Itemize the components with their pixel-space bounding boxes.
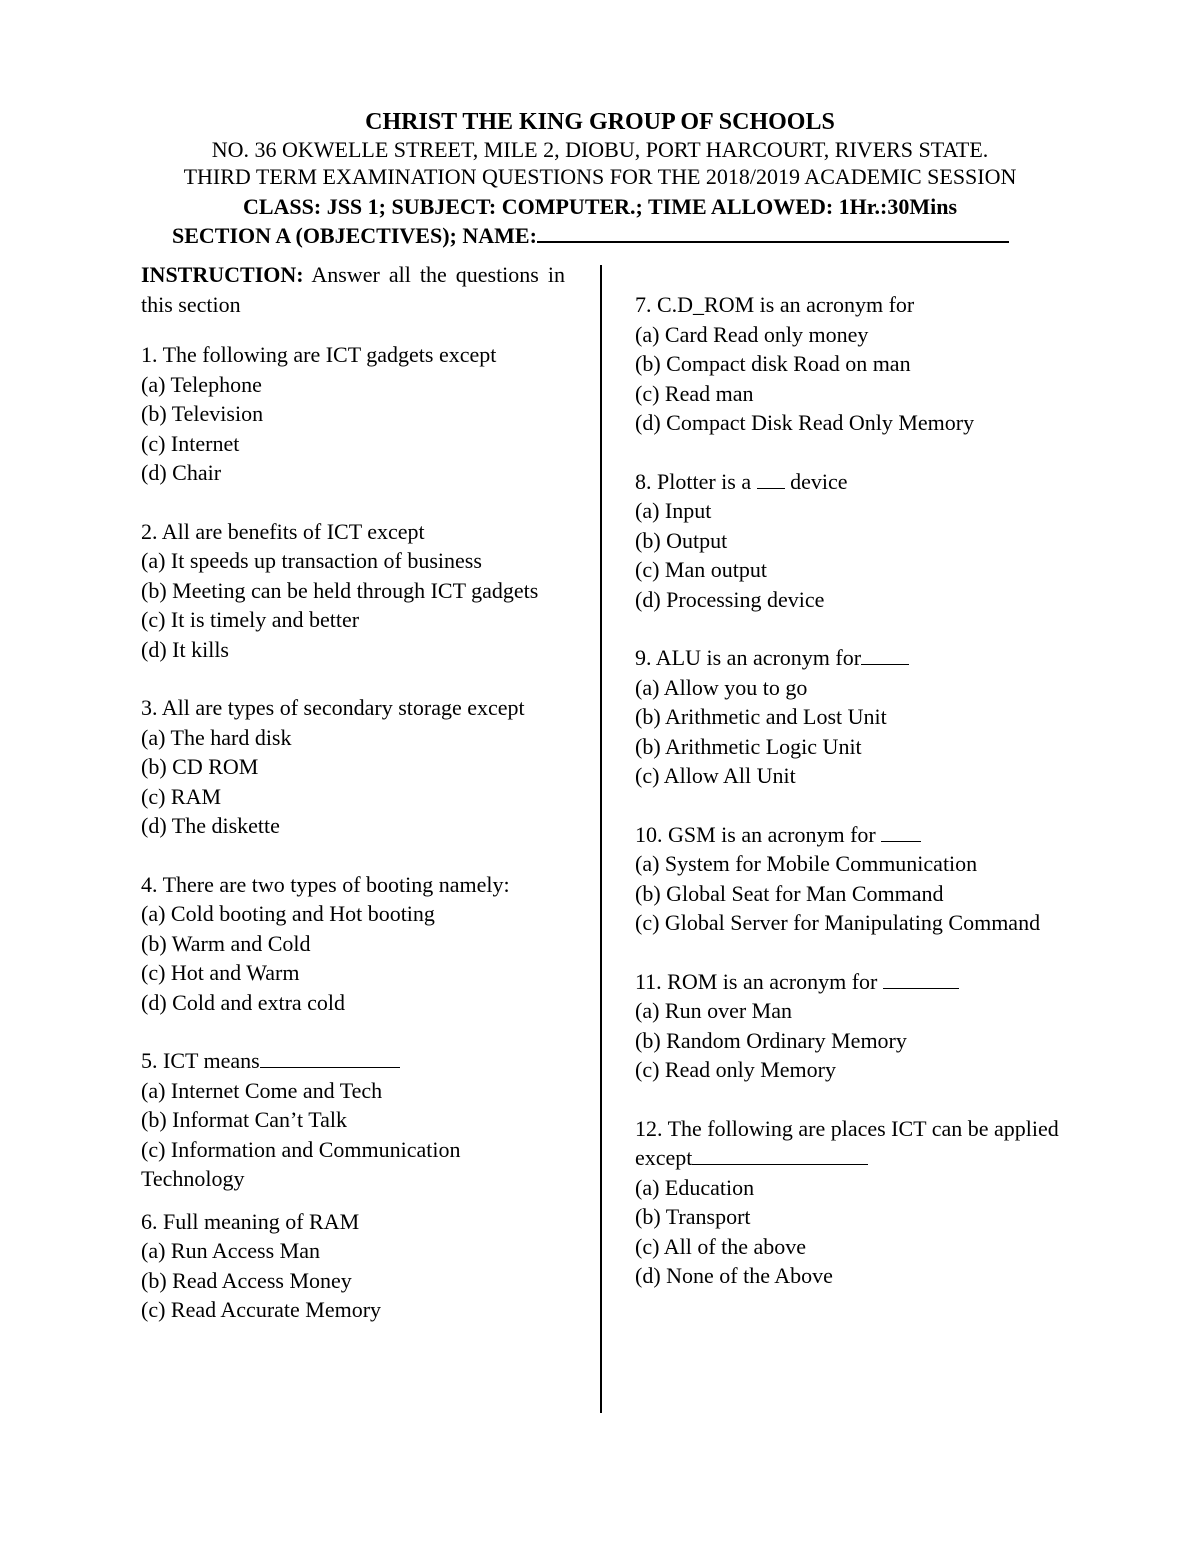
option: (b) Informat Can’t Talk bbox=[141, 1107, 347, 1132]
option: (a) Education bbox=[635, 1174, 755, 1200]
question-stem-text: 12. The following are places ICT can be applied except bbox=[635, 1115, 1059, 1170]
option: (b) Television bbox=[141, 401, 264, 426]
option: (a) It speeds up transaction of business bbox=[141, 548, 482, 573]
option: (c) Read Accurate Memory bbox=[141, 1297, 382, 1322]
instruction bbox=[141, 260, 565, 319]
option: (c) Global Server for Manipulating Command bbox=[635, 910, 1041, 935]
option: (d) Processing device bbox=[635, 586, 825, 612]
left-column bbox=[141, 260, 565, 1354]
question-7 bbox=[635, 290, 1065, 438]
option: (c) Read only Memory bbox=[635, 1057, 836, 1082]
class-subject-time: CLASS: JSS 1; SUBJECT: COMPUTER.; TIME ALLOWED: 1Hr.:30Mins bbox=[242, 194, 958, 219]
name-blank[interactable] bbox=[537, 219, 1009, 243]
option: (b) Read Access Money bbox=[141, 1267, 352, 1293]
question-2 bbox=[141, 517, 565, 665]
option: (b) Global Seat for Man Command bbox=[635, 880, 944, 906]
question-stem bbox=[635, 1114, 1065, 1173]
option: (d) None of the Above bbox=[635, 1263, 833, 1288]
option: (a) Input bbox=[635, 498, 712, 523]
option: (b) Arithmetic Logic Unit bbox=[635, 733, 862, 759]
answer-blank bbox=[260, 1049, 400, 1068]
answer-blank bbox=[861, 646, 909, 665]
question-8 bbox=[635, 467, 1065, 615]
question-6 bbox=[141, 1207, 565, 1325]
option: (c) Read man bbox=[635, 380, 754, 406]
option: (c) Internet bbox=[141, 430, 240, 456]
option: (d) Compact Disk Read Only Memory bbox=[635, 410, 975, 435]
option: (b) Warm and Cold bbox=[141, 930, 311, 956]
question-stem-text: 5. ICT means bbox=[141, 1048, 260, 1073]
question-stem bbox=[635, 967, 1065, 997]
option: (d) The diskette bbox=[141, 813, 280, 838]
instruction-label: INSTRUCTION: bbox=[141, 262, 304, 287]
question-stem bbox=[635, 467, 1065, 497]
option: (d) It kills bbox=[141, 636, 229, 662]
question-1 bbox=[141, 340, 565, 488]
option: (a) Internet Come and Tech bbox=[141, 1077, 383, 1103]
option: (d) Chair bbox=[141, 460, 222, 485]
option: (c) Hot and Warm bbox=[141, 960, 300, 985]
answer-blank bbox=[757, 470, 785, 489]
question-12 bbox=[635, 1114, 1065, 1291]
question-stem-text: 10. GSM is an acronym for bbox=[635, 821, 876, 847]
question-stem-text: device bbox=[790, 468, 848, 494]
instruction-text: Answer all the questions in this section bbox=[141, 262, 565, 317]
option: (b) Transport bbox=[635, 1204, 751, 1229]
question-stem: 1. The following are ICT gadgets except bbox=[141, 342, 497, 367]
option: (a) System for Mobile Communication bbox=[635, 851, 978, 876]
question-3 bbox=[141, 693, 565, 841]
option: (a) Run over Man bbox=[635, 998, 793, 1023]
school-address: NO. 36 OKWELLE STREET, MILE 2, DIOBU, PORT HARCOURT, RIVERS STATE. bbox=[211, 137, 989, 162]
option: (d) Cold and extra cold bbox=[141, 989, 346, 1015]
option: (c) All of the above bbox=[635, 1233, 807, 1259]
option: (a) Cold booting and Hot booting bbox=[141, 901, 435, 926]
option: (b) Output bbox=[635, 527, 728, 553]
option: (c) Man output bbox=[635, 557, 767, 582]
question-stem-text: 8. Plotter is a bbox=[635, 468, 752, 494]
question-stem bbox=[635, 820, 1065, 850]
question-stem bbox=[635, 643, 1065, 673]
option: (a) Run Access Man bbox=[141, 1238, 321, 1263]
answer-blank bbox=[692, 1146, 868, 1165]
right-column bbox=[635, 290, 1065, 1320]
question-10 bbox=[635, 820, 1065, 938]
section-label: SECTION A (OBJECTIVES); NAME: bbox=[172, 223, 537, 248]
section-name-line bbox=[172, 219, 1009, 249]
exam-header bbox=[0, 108, 1200, 222]
option: (a) The hard disk bbox=[141, 724, 292, 750]
school-name: CHRIST THE KING GROUP OF SCHOOLS bbox=[365, 109, 835, 135]
question-stem: 2. All are benefits of ICT except bbox=[141, 518, 425, 544]
question-stem: 3. All are types of secondary storage except bbox=[141, 695, 525, 720]
option: (b) Compact disk Road on man bbox=[635, 351, 911, 376]
option: (b) Random Ordinary Memory bbox=[635, 1027, 907, 1053]
column-divider bbox=[600, 265, 602, 1413]
question-stem bbox=[141, 1046, 565, 1076]
question-5 bbox=[141, 1046, 565, 1194]
option: (b) CD ROM bbox=[141, 754, 259, 779]
exam-term: THIRD TERM EXAMINATION QUESTIONS FOR THE 2018/2019 ACADEMIC SESSION bbox=[183, 164, 1017, 189]
option: (a) Allow you to go bbox=[635, 674, 808, 700]
option: (c) Information and Communication Technology bbox=[141, 1136, 461, 1191]
option: (c) It is timely and better bbox=[141, 607, 360, 632]
answer-blank bbox=[883, 970, 959, 989]
question-4 bbox=[141, 870, 565, 1018]
question-stem-text: 11. ROM is an acronym for bbox=[635, 968, 878, 994]
option: (b) Meeting can be held through ICT gadgets bbox=[141, 577, 539, 603]
answer-blank bbox=[881, 823, 921, 842]
question-9 bbox=[635, 643, 1065, 791]
question-stem: 7. C.D_ROM is an acronym for bbox=[635, 292, 915, 317]
question-11 bbox=[635, 967, 1065, 1085]
option: (a) Card Read only money bbox=[635, 321, 869, 347]
question-stem: 6. Full meaning of RAM bbox=[141, 1208, 360, 1234]
option: (c) RAM bbox=[141, 783, 222, 809]
option: (c) Allow All Unit bbox=[635, 763, 796, 788]
option: (a) Telephone bbox=[141, 371, 262, 397]
question-stem: 4. There are two types of booting namely: bbox=[141, 871, 510, 897]
question-stem-text: 9. ALU is an acronym for bbox=[635, 645, 862, 670]
option: (b) Arithmetic and Lost Unit bbox=[635, 704, 887, 729]
